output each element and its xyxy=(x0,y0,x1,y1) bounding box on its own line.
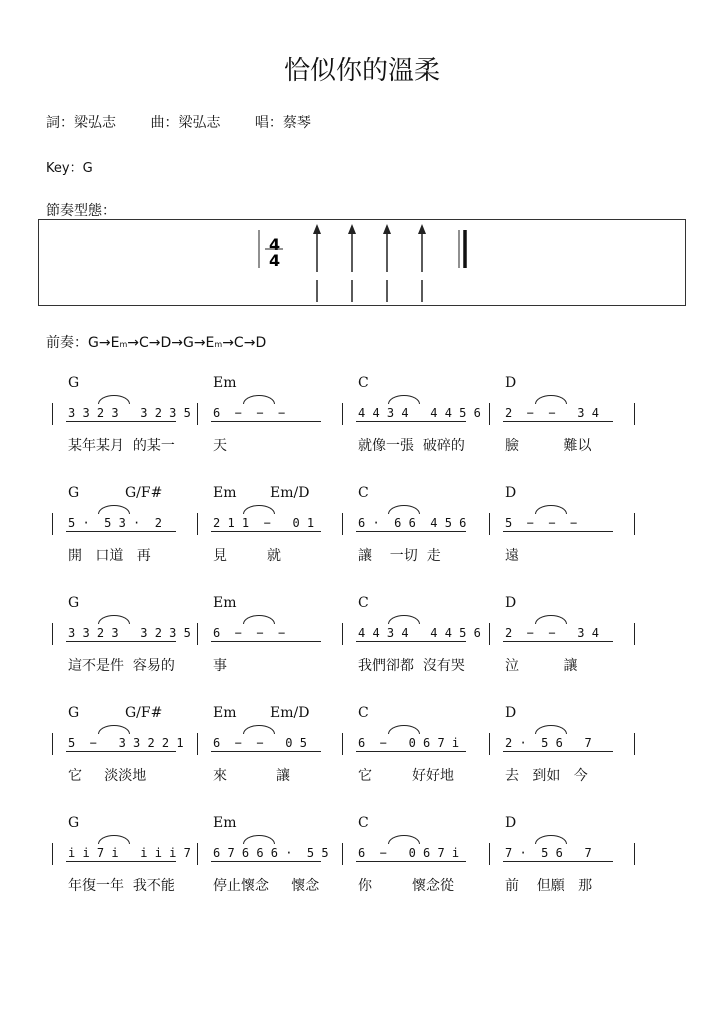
lyric-text: 開 口道 再 xyxy=(68,548,151,564)
score-row xyxy=(0,375,724,485)
rhythm-label: 節奏型態： xyxy=(46,203,116,219)
time-sig-bottom: 4 xyxy=(269,251,281,270)
tie-arc xyxy=(243,505,275,514)
beam-underline xyxy=(356,751,466,752)
bar-line xyxy=(342,623,343,645)
beam-underline xyxy=(211,531,321,532)
bar-line xyxy=(197,403,198,425)
bar-line xyxy=(52,513,53,535)
chord-symbol: D xyxy=(505,705,517,721)
arrow-up-icon xyxy=(348,224,356,234)
chord-symbol: C xyxy=(358,815,369,831)
beam-underline xyxy=(66,641,176,642)
lyric-text: 去 到如 今 xyxy=(505,768,588,784)
bar-line xyxy=(489,513,490,535)
measure-notes: 4 4 3 4 4 4 5 6 xyxy=(358,406,481,420)
lyric-text: 泣 讓 xyxy=(505,658,578,674)
chord-symbol: C xyxy=(358,485,369,501)
measure-notes: i i 7 i i i i 7 xyxy=(68,846,191,860)
measure-notes: 3 3 2 3 3 2 3 5 xyxy=(68,406,191,420)
down-strokes xyxy=(313,224,426,272)
lyric-text: 你 懷念從 xyxy=(358,878,455,894)
measure-notes: 6 − − − xyxy=(213,626,286,640)
bar-line xyxy=(489,623,490,645)
lyric-text: 它 淡淡地 xyxy=(68,768,147,784)
lyric-text: 天 xyxy=(213,438,227,454)
bar-line xyxy=(342,733,343,755)
bar-line xyxy=(634,733,635,755)
tie-arc xyxy=(388,835,420,844)
singer: 唱：蔡琴 xyxy=(254,115,311,131)
tie-arc xyxy=(535,725,567,734)
measure-notes: 5 − 3 3 2 2 1 xyxy=(68,736,184,750)
beam-underline xyxy=(503,861,613,862)
lyric-text: 讓 一切 走 xyxy=(358,548,441,564)
arrow-up-icon xyxy=(383,224,391,234)
lyric-text: 我們卻都 沒有哭 xyxy=(358,658,465,674)
song-title: 恰似你的溫柔 xyxy=(283,56,440,86)
tie-arc xyxy=(388,395,420,404)
beam-underline xyxy=(211,861,321,862)
lyricist: 詞：梁弘志 xyxy=(46,115,116,131)
lyric-text: 這不是件 容易的 xyxy=(68,658,175,674)
lyric-text: 它 好好地 xyxy=(358,768,455,784)
bar-line xyxy=(634,403,635,425)
chord-symbol: Em xyxy=(213,815,237,831)
measure-notes: 3 3 2 3 3 2 3 5 xyxy=(68,626,191,640)
tie-arc xyxy=(98,835,130,844)
beam-underline xyxy=(503,531,613,532)
bar-line xyxy=(342,843,343,865)
bar-line xyxy=(52,623,53,645)
tie-arc xyxy=(535,395,567,404)
rhythm-pattern-box xyxy=(38,219,686,306)
bar-line xyxy=(197,623,198,645)
tie-arc xyxy=(388,505,420,514)
arrow-up-icon xyxy=(313,224,321,234)
bar-line xyxy=(634,843,635,865)
beat-ticks xyxy=(317,280,422,302)
beam-underline xyxy=(211,641,321,642)
beam-underline xyxy=(211,751,321,752)
lyric-text: 臉 難以 xyxy=(505,438,592,454)
beam-underline xyxy=(356,531,466,532)
bar-line xyxy=(342,403,343,425)
chord-symbol: Em xyxy=(213,595,237,611)
lyric-text: 年復一年 我不能 xyxy=(68,878,175,894)
tie-arc xyxy=(388,615,420,624)
score-row xyxy=(0,595,724,705)
beam-underline xyxy=(356,641,466,642)
tie-arc xyxy=(388,725,420,734)
chord-symbol: G xyxy=(68,815,80,831)
tie-arc xyxy=(243,395,275,404)
strum-pattern-diagram xyxy=(39,220,685,305)
chord-symbol: Em/D xyxy=(270,485,310,501)
bar-line xyxy=(197,733,198,755)
tie-arc xyxy=(535,835,567,844)
beam-underline xyxy=(66,421,176,422)
lyric-text: 來 讓 xyxy=(213,768,290,784)
score-row xyxy=(0,485,724,595)
score-row xyxy=(0,815,724,925)
measure-notes: 6 − 0 6 7 i xyxy=(358,846,460,860)
chord-symbol: D xyxy=(505,815,517,831)
measure-notes: 2 − − 3 4 xyxy=(505,406,599,420)
measure-notes: 5 − − − xyxy=(505,516,578,530)
tie-arc xyxy=(243,615,275,624)
lyric-text: 見 就 xyxy=(213,548,282,564)
measure-notes: 4 4 3 4 4 4 5 6 xyxy=(358,626,481,640)
measure-notes: 6 7 6 6 6 · 5 5 xyxy=(213,846,329,860)
bar-line xyxy=(52,403,53,425)
intro-progression: 前奏：G→Em→C→D→G→Em→C→D xyxy=(46,335,267,351)
bar-line xyxy=(634,513,635,535)
composer: 曲：梁弘志 xyxy=(150,115,221,131)
tie-arc xyxy=(98,395,130,404)
beam-underline xyxy=(356,421,466,422)
score-row xyxy=(0,705,724,815)
chord-symbol: G/F# xyxy=(125,705,163,721)
chord-symbol: C xyxy=(358,595,369,611)
measure-notes: 2 − − 3 4 xyxy=(505,626,599,640)
tie-arc xyxy=(98,615,130,624)
bar-line xyxy=(52,843,53,865)
credits xyxy=(46,112,341,132)
time-sig-top: 4 xyxy=(269,235,281,254)
bar-line xyxy=(634,623,635,645)
chord-symbol: G/F# xyxy=(125,485,163,501)
beam-underline xyxy=(66,861,176,862)
beam-underline xyxy=(503,751,613,752)
lyric-text: 事 xyxy=(213,658,227,674)
tie-arc xyxy=(535,615,567,624)
measure-notes: 6 − − − xyxy=(213,406,286,420)
lyric-text: 某年某月 的某一 xyxy=(68,438,175,454)
bar-line xyxy=(197,843,198,865)
measure-notes: 6 · 6 6 4 5 6 xyxy=(358,516,467,530)
chord-symbol: G xyxy=(68,375,80,391)
tie-arc xyxy=(243,725,275,734)
chord-symbol: D xyxy=(505,375,517,391)
bar-line xyxy=(489,733,490,755)
beam-underline xyxy=(503,421,613,422)
chord-symbol: C xyxy=(358,705,369,721)
chord-symbol: D xyxy=(505,595,517,611)
bar-line xyxy=(489,843,490,865)
measure-notes: 6 − − 0 5 xyxy=(213,736,307,750)
beam-underline xyxy=(356,861,466,862)
tie-arc xyxy=(535,505,567,514)
lyric-text: 遠 xyxy=(505,548,519,564)
chord-symbol: D xyxy=(505,485,517,501)
beam-underline xyxy=(503,641,613,642)
bar-line xyxy=(489,403,490,425)
beam-underline xyxy=(211,421,321,422)
chord-symbol: G xyxy=(68,485,80,501)
measure-notes: 7 · 5 6 7 xyxy=(505,846,592,860)
measure-notes: 5 · 5 3 · 2 xyxy=(68,516,162,530)
lyric-text: 就像一張 破碎的 xyxy=(358,438,465,454)
tie-arc xyxy=(98,725,130,734)
chord-symbol: Em/D xyxy=(270,705,310,721)
chord-symbol: Em xyxy=(213,375,237,391)
measure-notes: 2 · 5 6 7 xyxy=(505,736,592,750)
measure-notes: 6 − 0 6 7 i xyxy=(358,736,460,750)
bar-line xyxy=(342,513,343,535)
measure-notes: 2 1 1 − 0 1 xyxy=(213,516,315,530)
tie-arc xyxy=(243,835,275,844)
tie-arc xyxy=(98,505,130,514)
arrow-up-icon xyxy=(418,224,426,234)
beam-underline xyxy=(66,531,176,532)
bar-line xyxy=(197,513,198,535)
chord-symbol: Em xyxy=(213,485,237,501)
lyric-text: 前 但願 那 xyxy=(505,878,593,894)
beam-underline xyxy=(66,751,176,752)
chord-symbol: Em xyxy=(213,705,237,721)
chord-symbol: C xyxy=(358,375,369,391)
song-key: Key：G xyxy=(46,161,93,176)
chord-symbol: G xyxy=(68,705,80,721)
bar-line xyxy=(52,733,53,755)
lyric-text: 停止懷念 懷念 xyxy=(213,878,320,894)
chord-symbol: G xyxy=(68,595,80,611)
